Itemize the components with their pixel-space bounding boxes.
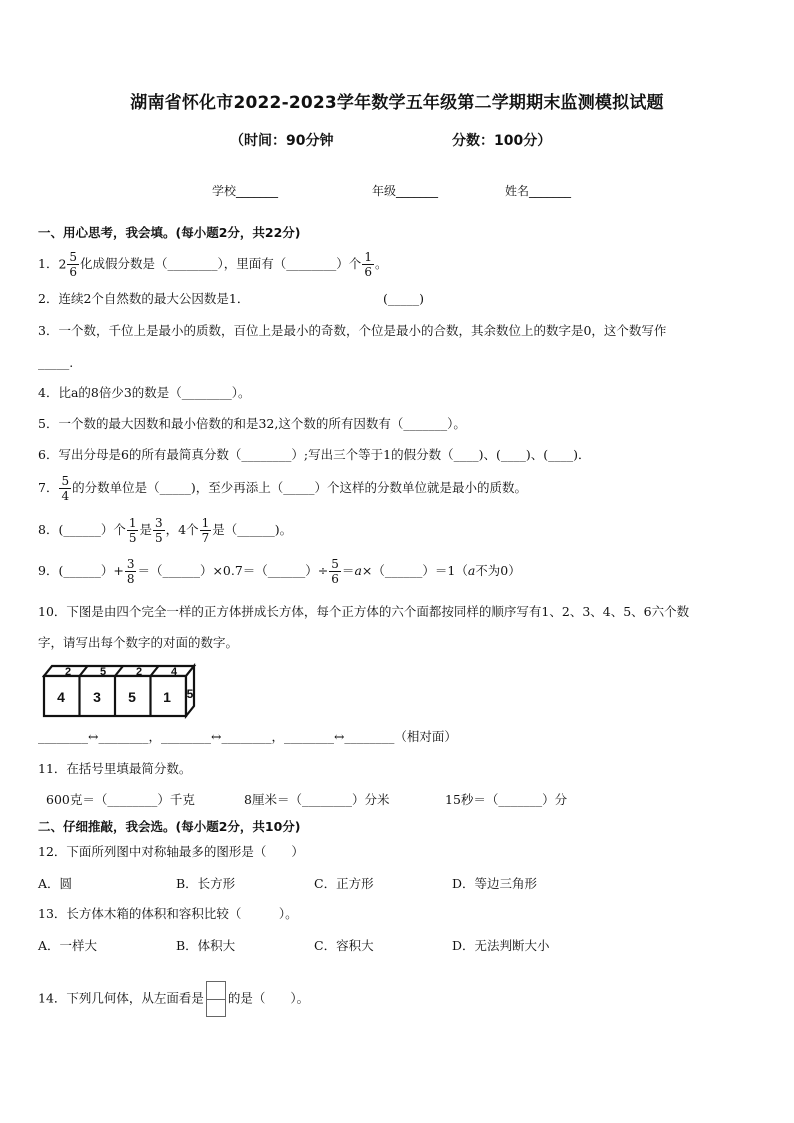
fraction-3-5: $\frac{3}{5}$	[155, 516, 163, 545]
question-13: 13．长方体木箱的体积和容积比较（ ）。	[38, 906, 298, 921]
question-5: 5．一个数的最大因数和最小倍数的和是32,这个数的所有因数有（_______）。	[38, 416, 466, 431]
question-7: 7． $\frac{5}{4}$ 的分数单位是（_____)，至少再添上（_____）个这样的分数单位就是最小的质数。	[38, 474, 527, 503]
q13-option-d[interactable]: D．无法判断大小	[452, 938, 550, 953]
question-14: 14．下列几何体，从左面看是 的是（ ）。	[38, 981, 309, 1017]
cube-top-2: 5	[99, 666, 107, 678]
name-field[interactable]: 姓名_______	[505, 184, 572, 198]
section-1-heading: 一、用心思考，我会填。(每小题2分，共22分)	[38, 225, 301, 240]
q12-option-c[interactable]: C．正方形	[314, 876, 374, 891]
question-9: 9．(______）+ $\frac{3}{8}$ ＝（______）×0.7＝（______）÷ $\frac{5}{6}$ ＝a×（______）＝1（a不为0）	[38, 557, 521, 586]
cube-front-4: 1	[163, 689, 171, 705]
question-12: 12．下面所列图中对称轴最多的图形是（ ）	[38, 844, 304, 859]
exam-score: 分数：100分）	[452, 133, 552, 149]
cube-front-3: 5	[128, 689, 136, 705]
cube-side-label: 5	[186, 687, 194, 701]
question-11: 11．在括号里填最简分数。	[38, 761, 192, 776]
answer-blank[interactable]: (_____)	[383, 291, 425, 306]
question-11-b[interactable]: 8厘米＝（________）分米	[244, 792, 390, 807]
cube-top-1: 2	[64, 666, 72, 678]
q13-option-c[interactable]: C．容积大	[314, 938, 374, 953]
q13-option-a[interactable]: A．一样大	[38, 938, 98, 953]
fraction-1-7: $\frac{1}{7}$	[201, 516, 210, 545]
question-10-answers[interactable]: ________↔________，________↔________，________↔________（相对面）	[38, 729, 457, 744]
cube-front-2: 3	[93, 689, 101, 705]
question-10: 10．下图是由四个完全一样的正方体拼成长方体，每个正方体的六个面都按同样的顺序写有1、2、3、4、5、6六个数	[38, 604, 690, 619]
question-3-blank[interactable]: _____.	[38, 355, 74, 370]
cube-top-3: 2	[135, 666, 143, 678]
question-8: 8．(______）个 $\frac{1}{5}$ 是 $\frac{3}{5}$ ，4个 $\frac{1}{7}$ 是（______)。	[38, 516, 293, 545]
question-10-cont: 字，请写出每个数字的对面的数字。	[38, 635, 239, 650]
question-6: 6．写出分母是6的所有最简真分数（________）;写出三个等于1的假分数（____)、(____)、(____)．	[38, 447, 591, 462]
question-2: 2．连续2个自然数的最大公因数是1． (_____)	[38, 291, 425, 306]
fraction-1-5: $\frac{1}{5}$	[128, 516, 137, 545]
exam-time: （时间：90分钟	[230, 133, 334, 149]
fraction-5-6: $\frac{5}{6}$	[69, 250, 78, 279]
stacked-squares-icon	[206, 981, 226, 1017]
question-3: 3．一个数，千位上是最小的质数，百位上是最小的奇数，个位是最小的合数，其余数位上的数字是0，这个数写作	[38, 323, 667, 338]
fraction-5-6: $\frac{5}{6}$	[331, 557, 339, 586]
question-11-a[interactable]: 600克＝（________）千克	[46, 792, 195, 807]
question-11-c[interactable]: 15秒＝（_______）分	[445, 792, 568, 807]
fraction-1-6: $\frac{1}{6}$	[364, 250, 372, 279]
section-2-heading: 二、仔细推敲，我会选。(每小题2分，共10分)	[38, 819, 301, 834]
question-4: 4．比a的8倍少3的数是（________）。	[38, 385, 251, 400]
q12-option-b[interactable]: B．长方形	[176, 876, 236, 891]
cube-figure	[42, 662, 202, 720]
cube-top-4: 4	[170, 666, 178, 678]
fraction-3-8: $\frac{3}{8}$	[126, 557, 135, 586]
cube-front-1: 4	[57, 689, 65, 705]
grade-field[interactable]: 年级_______	[372, 184, 439, 198]
q12-option-d[interactable]: D．等边三角形	[452, 876, 538, 891]
school-field[interactable]: 学校_______	[212, 184, 279, 198]
page-title: 湖南省怀化市2022-2023学年数学五年级第二学期期末监测模拟试题	[130, 93, 664, 113]
question-1: 1．2 $\frac{5}{6}$ 化成假分数是（________），里面有（________）个 $\frac{1}{6}$ 。	[38, 250, 388, 279]
q12-option-a[interactable]: A．圆	[38, 876, 73, 891]
q13-option-b[interactable]: B．体积大	[176, 938, 236, 953]
fraction-5-4: $\frac{5}{4}$	[61, 474, 70, 503]
